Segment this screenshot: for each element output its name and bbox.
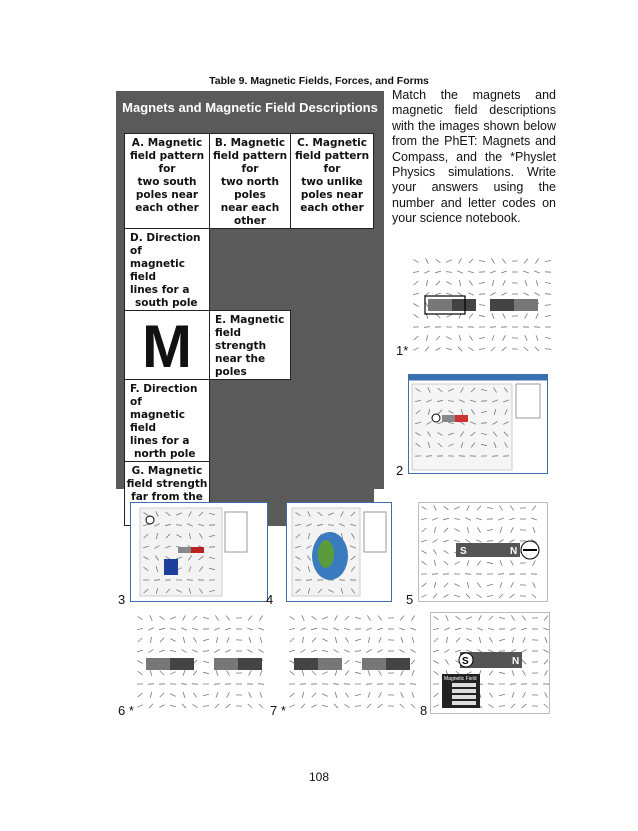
field-arrow <box>399 628 405 630</box>
field-arrow <box>289 705 294 708</box>
panel-title: Magnets and Magnetic Field Descriptions <box>122 100 378 115</box>
field-arrow <box>535 347 539 351</box>
field-arrow <box>457 327 463 328</box>
field-arrow <box>183 692 185 698</box>
field-arrow <box>289 650 295 652</box>
figure-4-label: 4 <box>266 592 274 607</box>
field-arrow <box>290 693 295 697</box>
field-arrow <box>468 271 474 273</box>
south-pole-label: S <box>462 656 469 667</box>
field-arrow <box>534 271 540 273</box>
field-arrow <box>459 280 460 286</box>
field-arrow <box>468 293 474 295</box>
cell-e: E. Magnetic field strength near the poles <box>210 311 291 380</box>
field-arrow <box>523 271 529 273</box>
field-arrow <box>170 705 176 707</box>
field-arrow <box>193 671 197 676</box>
field-arrow <box>545 305 551 306</box>
field-arrow <box>302 615 305 620</box>
field-arrow <box>401 692 404 697</box>
field-arrow <box>345 671 349 676</box>
field-arrow <box>457 271 463 273</box>
field-arrow <box>413 304 418 307</box>
field-arrow <box>312 616 317 620</box>
figure-1 <box>410 255 552 355</box>
instructions-text: Match the magnets and magnetic field descriptions with the images shown below from the PhET: Magnets and Compass, and the *Physlet Physics simulations. Write your answers using the number and letter codes on your science notebook. <box>392 88 556 226</box>
field-arrow <box>203 651 209 652</box>
field-arrow <box>226 704 231 708</box>
field-arrow <box>290 638 295 642</box>
field-arrow <box>334 704 338 708</box>
field-arrow <box>170 629 176 630</box>
field-arrow <box>170 672 175 675</box>
field-arrow <box>502 259 506 264</box>
field-arrow <box>501 271 507 273</box>
field-arrow <box>150 692 151 698</box>
field-meter-title: Magnetic Field <box>444 676 477 682</box>
field-arrow <box>203 661 209 662</box>
field-arrow <box>311 705 316 708</box>
field-arrow <box>300 628 305 630</box>
field-arrow <box>160 693 164 697</box>
field-arrow <box>301 649 306 652</box>
field-arrow <box>170 617 176 619</box>
field-arrow <box>545 282 551 283</box>
field-arrow <box>311 650 317 652</box>
field-arrow <box>410 628 416 630</box>
field-arrow <box>534 327 540 328</box>
field-arrow <box>183 615 186 620</box>
field-arrow <box>260 637 262 643</box>
field-arrow <box>344 628 350 630</box>
field-arrow <box>446 282 451 285</box>
page-number: 108 <box>308 770 330 784</box>
figure-6-label: 6 * <box>118 703 134 718</box>
field-arrow <box>426 258 429 263</box>
field-arrow <box>446 272 452 273</box>
field-arrow <box>247 650 252 653</box>
figure-2-label: 2 <box>396 463 404 478</box>
field-arrow <box>503 280 505 285</box>
field-arrow <box>137 705 142 708</box>
field-arrow <box>258 684 264 685</box>
field-arrow <box>503 313 506 318</box>
field-arrow <box>469 347 474 350</box>
field-arrow <box>192 628 198 630</box>
field-arrow <box>259 704 263 708</box>
field-arrow <box>322 650 328 651</box>
field-arrow <box>227 637 229 642</box>
field-arrow <box>248 616 252 621</box>
field-arrow <box>425 292 430 295</box>
field-arrow <box>410 684 416 685</box>
field-arrow <box>249 637 251 643</box>
field-arrow <box>289 628 295 629</box>
field-arrow <box>302 670 304 676</box>
field-arrow <box>399 650 404 653</box>
field-arrow <box>436 336 440 340</box>
field-arrow <box>401 637 403 643</box>
field-arrow <box>345 638 348 643</box>
figure-7 <box>286 612 418 714</box>
field-arrow <box>425 347 429 352</box>
cell-f: F. Direction of magnetic field lines for a north pole <box>125 380 210 462</box>
field-arrow <box>525 335 528 340</box>
field-arrow <box>379 670 382 675</box>
field-arrow <box>479 260 485 261</box>
field-arrow <box>536 313 538 318</box>
field-arrow <box>216 637 218 643</box>
field-arrow <box>479 349 485 350</box>
field-arrow <box>424 271 429 273</box>
field-arrow <box>492 313 494 319</box>
field-arrow <box>414 336 419 340</box>
field-arrow <box>159 628 165 629</box>
field-arrow <box>148 684 154 685</box>
field-arrow <box>182 704 186 708</box>
field-arrow <box>248 704 252 708</box>
field-arrow <box>536 280 538 286</box>
field-arrow <box>149 649 154 652</box>
field-arrow <box>300 684 306 685</box>
field-arrow <box>226 616 230 621</box>
field-arrow <box>400 616 404 621</box>
field-arrow <box>355 661 361 662</box>
field-arrow <box>193 693 196 698</box>
field-arrow <box>525 280 527 286</box>
field-arrow <box>137 650 143 652</box>
field-arrow <box>491 347 495 351</box>
field-arrow <box>183 670 185 676</box>
field-arrow <box>377 650 382 653</box>
field-arrow <box>138 616 143 619</box>
cell-c: C. Magnetic field pattern for two unlike poles near each other <box>291 134 374 229</box>
field-arrow <box>259 616 262 621</box>
field-arrow <box>355 639 361 641</box>
field-arrow <box>289 661 294 664</box>
field-arrow <box>322 617 328 619</box>
field-arrow <box>322 705 328 707</box>
field-arrow <box>216 692 218 698</box>
field-arrow <box>160 671 164 675</box>
field-arrow <box>138 671 143 675</box>
figure-5 <box>418 502 548 602</box>
field-arrow <box>203 617 209 618</box>
field-arrow <box>490 327 496 328</box>
descriptions-table <box>124 133 374 526</box>
field-arrow <box>203 639 209 641</box>
field-arrow <box>303 637 304 643</box>
field-arrow <box>545 315 551 316</box>
field-arrow <box>138 638 143 642</box>
field-arrow <box>458 292 463 295</box>
field-arrow <box>400 704 404 708</box>
field-arrow <box>368 692 370 698</box>
field-arrow <box>492 280 494 286</box>
field-arrow <box>203 706 209 707</box>
field-arrow <box>214 684 220 685</box>
field-arrow <box>170 694 175 697</box>
field-arrow <box>355 617 361 618</box>
field-arrow <box>446 315 451 318</box>
field-arrow <box>258 650 263 653</box>
field-arrow <box>414 259 419 262</box>
field-arrow <box>503 335 506 340</box>
field-arrow <box>469 259 473 263</box>
field-arrow <box>227 692 230 697</box>
empty-cell <box>210 229 374 311</box>
figure-3 <box>130 502 268 602</box>
field-arrow <box>490 271 496 273</box>
field-arrow <box>345 616 349 620</box>
field-arrow <box>435 348 440 351</box>
field-arrow <box>435 293 441 295</box>
figure-5-label: 5 <box>406 592 414 607</box>
field-arrow <box>302 692 303 698</box>
field-arrow <box>410 650 415 653</box>
field-arrow <box>367 615 370 620</box>
field-arrow <box>312 638 316 642</box>
field-arrow <box>523 293 528 296</box>
field-arrow <box>170 650 176 651</box>
field-arrow <box>345 704 350 707</box>
field-arrow <box>446 293 452 294</box>
field-arrow <box>312 671 316 675</box>
field-arrow <box>312 693 316 697</box>
field-arrow <box>333 628 339 630</box>
field-arrow <box>225 628 231 630</box>
south-pole-label: S <box>460 546 467 557</box>
field-arrow <box>225 650 230 653</box>
field-arrow <box>524 259 528 264</box>
field-arrow <box>446 348 452 350</box>
cell-a: A. Magnetic field pattern for two south poles near each other <box>125 134 210 229</box>
field-arrow <box>401 670 404 675</box>
field-arrow <box>545 337 551 338</box>
field-arrow <box>414 281 419 285</box>
field-arrow <box>215 704 219 708</box>
field-arrow <box>249 670 252 675</box>
field-arrow <box>355 651 361 652</box>
field-arrow <box>216 670 218 676</box>
field-arrow <box>322 672 327 675</box>
field-arrow <box>183 637 184 643</box>
field-arrow <box>301 704 305 709</box>
field-arrow <box>367 704 371 708</box>
cell-b: B. Magnetic field pattern for two north poles near each other <box>210 134 291 229</box>
field-arrow <box>413 293 419 295</box>
field-arrow <box>137 661 142 664</box>
field-arrow <box>181 684 187 685</box>
field-arrow <box>479 294 485 295</box>
field-arrow <box>366 628 372 630</box>
field-arrow <box>290 671 295 675</box>
figure-8-label: 8 <box>420 703 428 718</box>
field-arrow <box>227 670 230 675</box>
field-arrow <box>469 281 472 286</box>
field-arrow <box>334 649 339 652</box>
meter-box <box>164 559 178 575</box>
figure-6 <box>134 612 270 714</box>
field-arrow <box>148 628 153 630</box>
cell-g: G. Magnetic field strength far from the <box>125 462 210 526</box>
field-arrow <box>214 628 220 630</box>
field-arrow <box>203 694 209 696</box>
field-arrow <box>345 660 350 664</box>
empty-cell <box>210 380 374 462</box>
field-arrow <box>435 271 441 272</box>
field-arrow <box>535 259 538 264</box>
field-arrow <box>424 327 430 328</box>
field-arrow <box>411 616 414 621</box>
field-arrow <box>501 293 506 296</box>
field-arrow <box>414 314 419 318</box>
field-arrow <box>412 637 414 643</box>
north-pole-label: N <box>510 546 518 557</box>
field-arrow <box>469 336 472 341</box>
field-arrow <box>160 638 164 642</box>
field-arrow <box>479 337 485 339</box>
field-arrow <box>345 693 348 698</box>
field-arrow <box>479 282 485 284</box>
field-arrow <box>247 628 253 630</box>
field-arrow <box>459 335 461 341</box>
field-arrow <box>260 670 262 675</box>
field-arrow <box>182 649 187 652</box>
cell-d: D. Direction of magnetic field lines for a south pole <box>125 229 210 311</box>
table-caption: Table 9. Magnetic Fields, Forces, and Forms <box>209 75 429 87</box>
field-arrow <box>491 258 494 263</box>
field-arrow <box>333 684 339 685</box>
field-arrow <box>446 260 452 262</box>
figure-3-label: 3 <box>118 592 126 607</box>
field-arrow <box>193 638 196 643</box>
field-arrow <box>413 348 418 351</box>
field-arrow <box>311 628 317 629</box>
field-arrow <box>426 335 427 341</box>
field-arrow <box>150 615 153 620</box>
field-arrow <box>459 258 462 263</box>
field-arrow <box>170 639 175 642</box>
figure-8 <box>430 612 550 714</box>
field-arrow <box>436 259 441 263</box>
field-arrow <box>214 650 219 653</box>
field-arrow <box>193 704 198 707</box>
field-arrow <box>378 704 383 708</box>
field-arrow <box>545 261 551 262</box>
field-arrow <box>536 335 538 341</box>
field-arrow <box>492 335 494 341</box>
field-arrow <box>355 694 361 696</box>
field-arrow <box>215 615 218 620</box>
field-arrow <box>181 628 187 630</box>
north-pole-label: N <box>512 656 520 667</box>
field-arrow <box>458 347 462 351</box>
figure-7-label: 7 * <box>270 703 286 718</box>
field-arrow <box>335 637 336 643</box>
field-arrow <box>524 347 528 351</box>
field-arrow <box>335 692 337 698</box>
field-arrow <box>322 639 327 642</box>
field-arrow <box>545 294 551 295</box>
field-arrow <box>322 694 327 697</box>
field-arrow <box>368 670 370 676</box>
field-arrow <box>446 337 451 340</box>
field-arrow <box>377 628 383 630</box>
field-arrow <box>479 315 485 316</box>
field-arrow <box>203 672 209 673</box>
field-arrow <box>368 637 370 643</box>
field-arrow <box>192 650 198 652</box>
field-arrow <box>322 629 328 630</box>
figure-2 <box>408 374 548 474</box>
field-arrow <box>355 706 361 707</box>
field-arrow <box>479 304 485 305</box>
field-arrow <box>525 313 528 318</box>
field-arrow <box>366 650 371 653</box>
field-arrow <box>379 692 382 697</box>
field-arrow <box>379 637 381 642</box>
field-arrow <box>545 349 551 350</box>
figure-1-label: 1* <box>396 343 409 358</box>
field-arrow <box>159 705 164 708</box>
field-arrow <box>258 628 264 630</box>
empty-cell <box>291 311 374 380</box>
field-arrow <box>138 693 143 697</box>
field-arrow <box>412 692 414 698</box>
field-arrow <box>378 616 382 621</box>
field-arrow <box>249 692 252 697</box>
field-arrow <box>335 615 338 620</box>
field-arrow <box>151 637 152 643</box>
field-arrow <box>137 628 143 629</box>
cell-m: M <box>125 311 210 380</box>
field-arrow <box>159 650 165 652</box>
field-arrow <box>411 704 415 708</box>
field-arrow <box>534 293 539 296</box>
field-arrow <box>469 314 473 319</box>
field-arrow <box>427 280 428 286</box>
field-arrow <box>436 281 440 285</box>
field-arrow <box>490 293 495 296</box>
field-arrow <box>355 672 361 673</box>
field-arrow <box>193 616 197 620</box>
field-arrow <box>335 670 337 676</box>
field-arrow <box>344 650 350 652</box>
field-arrow <box>149 704 153 709</box>
field-arrow <box>290 616 295 619</box>
field-arrow <box>436 314 440 318</box>
field-arrow <box>260 692 262 698</box>
field-arrow <box>366 684 372 685</box>
field-arrow <box>413 271 419 272</box>
field-arrow <box>502 347 507 351</box>
field-arrow <box>411 660 415 665</box>
figure-4 <box>286 502 392 602</box>
field-arrow <box>150 670 152 676</box>
field-arrow <box>412 670 414 675</box>
field-arrow <box>160 616 165 620</box>
